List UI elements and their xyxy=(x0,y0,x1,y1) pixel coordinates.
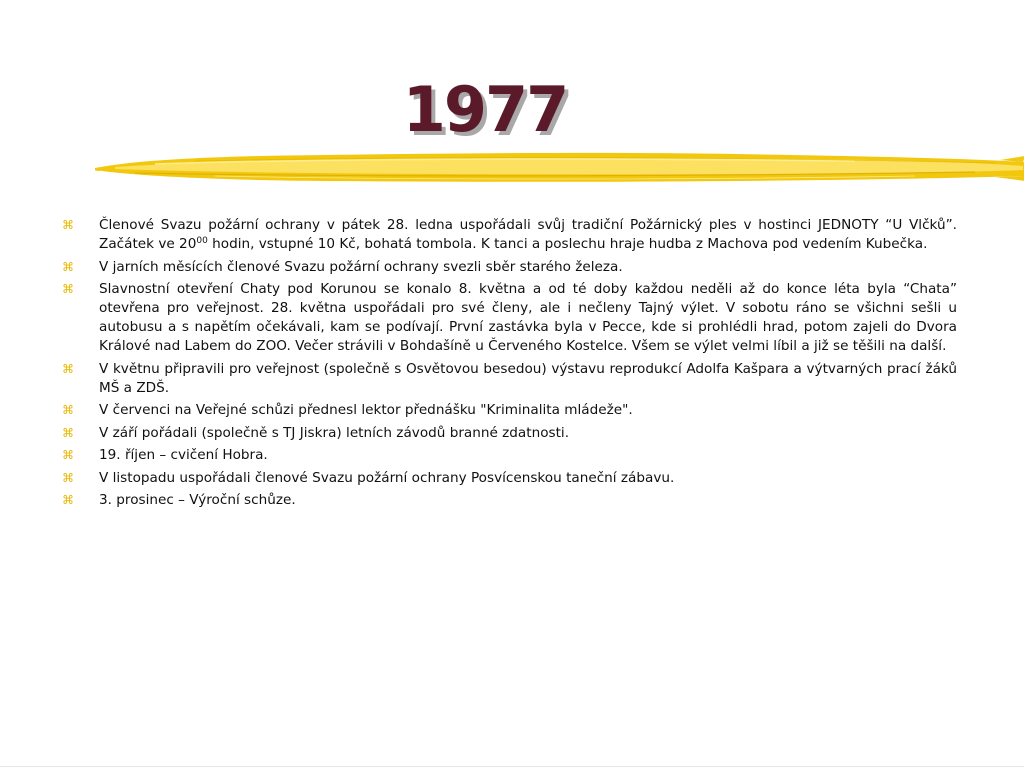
list-item xyxy=(60,216,957,254)
list-item-text: V listopadu uspořádali členové Svazu požární ochrany Posvícenskou taneční zábavu. xyxy=(99,469,675,486)
yellow-brush-stroke xyxy=(95,146,1024,190)
list-item xyxy=(60,446,957,465)
command-key-icon: ⌘ xyxy=(62,493,74,507)
bottom-divider xyxy=(0,766,1024,767)
list-item-text: hodin, vstupné 10 Kč, bohatá tombola. K tanci a poslechu hraje hudba z Machova pod vedením Kubečka. xyxy=(207,236,928,252)
superscript: 00 xyxy=(196,236,208,246)
list-item xyxy=(60,280,957,356)
list-item-text: 3. prosinec – Výroční schůze. xyxy=(99,492,296,508)
command-key-icon: ⌘ xyxy=(62,425,74,440)
command-key-icon: ⌘ xyxy=(62,218,74,232)
list-item xyxy=(60,469,957,488)
command-key-icon: ⌘ xyxy=(62,470,74,485)
list-item-text: V jarních měsících členové Svazu požární ochrany svezli sběr starého železa. xyxy=(99,258,623,275)
list-item-text: V září pořádali (společně s TJ Jiskra) letních závodů branné zdatnosti. xyxy=(99,424,570,441)
command-key-icon: ⌘ xyxy=(62,448,74,462)
list-item xyxy=(60,258,957,277)
list-item xyxy=(60,491,957,510)
bullet-list xyxy=(60,216,957,510)
list-item xyxy=(60,360,957,398)
list-item-text: 19. říjen – cvičení Hobra. xyxy=(99,447,268,463)
command-key-icon: ⌘ xyxy=(62,282,74,296)
list-item-text: V květnu připravili pro veřejnost (společně s Osvětovou besedou) výstavu reprodukcí Adolfa Kašpara a výtvarných prací žáků MŠ a ZDŠ. xyxy=(99,360,957,396)
list-item xyxy=(60,401,957,420)
command-key-icon: ⌘ xyxy=(62,403,74,417)
list-item-text: Členové Svazu požární ochrany v pátek 28. ledna uspořádali svůj tradiční Požárnický ples v hostinci JEDNOTY “U Vlčků”. Začátek ve 20 xyxy=(99,217,957,252)
list-item-text: V červenci na Veřejné schůzi přednesl lektor přednášku "Kriminalita mládeže". xyxy=(99,402,633,418)
slide-title: 1977 xyxy=(402,73,568,146)
command-key-icon: ⌘ xyxy=(62,361,74,376)
list-item xyxy=(60,424,957,443)
list-item-text: Slavnostní otevření Chaty pod Korunou se konalo 8. května a od té doby každou neděli až do konce léta byla “Chata” otevřena pro veřejnost. 28. května uspořádali pro své členy, ale i nečleny Tajný výlet. V sobotu ráno se všichni sešli u autobusu a s napětím očekávali, kam se podívají. První zastávka byla v Pecce, kde si prohlédli hrad, potom zajeli do Dvora Králové nad Labem do ZOO. Večer strávili v Bohdašíně u Červeného Kostelce. Všem se výlet velmi líbil a již se těšili na další. xyxy=(99,281,957,354)
slide-content xyxy=(60,216,957,514)
command-key-icon: ⌘ xyxy=(62,259,74,274)
